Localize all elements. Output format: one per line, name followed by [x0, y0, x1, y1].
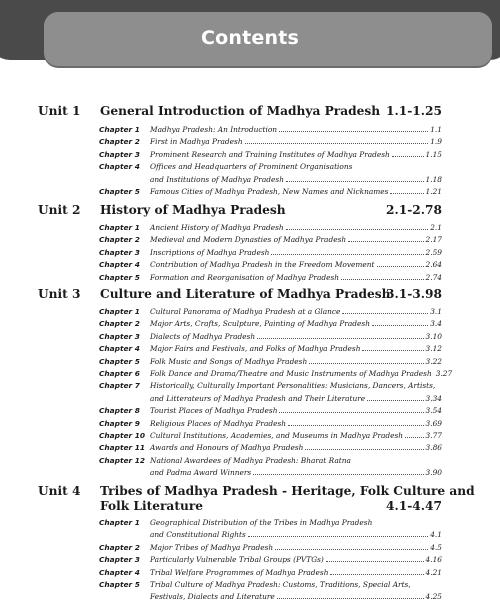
dot-leader — [372, 324, 428, 326]
chapter-entry[interactable] — [99, 467, 442, 479]
chapter-label: Chapter 4 — [99, 567, 140, 577]
chapter-page: 3.69 — [425, 418, 442, 428]
chapter-entry[interactable] — [99, 542, 442, 554]
chapter-label: Chapter 12 — [99, 455, 146, 465]
dot-leader — [245, 142, 429, 144]
chapter-page: 3.54 — [425, 406, 442, 416]
chapter-title: Historically, Culturally Important Personalities: Musicians, Dancers, Artists, — [150, 381, 436, 391]
chapter-label: Chapter 6 — [99, 369, 140, 378]
chapter-entry[interactable] — [99, 579, 442, 591]
chapter-title: Famous Cities of Madhya Pradesh, New Names and Nicknames — [150, 187, 389, 196]
chapter-title-row — [150, 331, 442, 343]
chapter-page: 3.77 — [425, 431, 442, 440]
chapter-title-row — [150, 259, 442, 271]
chapter-title: Festivals, Dialects and Literature — [150, 592, 275, 602]
dot-leader — [277, 597, 424, 599]
chapter-title-row — [150, 149, 442, 161]
chapter-title-row — [150, 343, 442, 355]
chapter-page: 2.17 — [425, 235, 442, 245]
chapter-title: Particularly Vulnerable Tribal Groups (PVTGs) — [150, 555, 324, 565]
chapter-title-row — [150, 517, 442, 529]
chapter-title-row — [150, 306, 442, 318]
chapter-label: Chapter 10 — [99, 431, 146, 440]
chapter-page: 4.16 — [425, 555, 442, 565]
chapter-entry[interactable] — [99, 247, 442, 259]
chapter-page: 4.5 — [430, 542, 442, 552]
chapter-entry[interactable] — [99, 442, 442, 454]
chapter-page: 4.25 — [425, 592, 442, 602]
dot-leader — [279, 411, 423, 413]
chapter-entry[interactable] — [99, 306, 442, 318]
chapter-entry[interactable] — [99, 331, 442, 343]
chapter-label: Chapter 5 — [99, 187, 140, 196]
dot-leader — [286, 180, 424, 182]
chapter-entry[interactable] — [99, 186, 442, 198]
chapter-title: and Institutions of Madhya Pradesh — [150, 174, 284, 184]
dot-leader — [341, 278, 424, 280]
chapter-entry[interactable] — [99, 567, 442, 579]
chapter-title-row — [150, 442, 442, 454]
chapter-title: Formation and Reorganisation of Madhya Pradesh — [150, 272, 340, 282]
chapter-label: Chapter 5 — [99, 272, 140, 282]
chapter-title-row — [150, 247, 442, 259]
chapter-title: and Constitutional Rights — [150, 530, 246, 540]
chapter-page: 2.74 — [425, 272, 442, 282]
dot-leader — [342, 312, 428, 314]
chapter-label: Chapter 4 — [99, 162, 140, 172]
unit-page-range: 2.1-2.78 — [386, 203, 442, 217]
chapter-label: Chapter 1 — [99, 223, 140, 232]
chapter-title-row — [150, 234, 442, 246]
dot-leader — [326, 560, 424, 562]
unit-heading — [38, 203, 442, 221]
chapter-entry[interactable] — [99, 529, 442, 541]
chapter-page: 4.1 — [430, 530, 442, 540]
chapter-page: 2.1 — [430, 223, 442, 232]
chapter-title: Dialects of Madhya Pradesh — [150, 331, 256, 341]
chapter-title-row — [150, 455, 442, 467]
chapter-title-row — [150, 161, 442, 173]
chapter-title-row — [150, 430, 442, 442]
chapter-page: 3.90 — [425, 468, 442, 478]
chapter-label: Chapter 4 — [99, 344, 140, 354]
chapter-title-row — [150, 405, 442, 417]
chapter-title: Major Tribes of Madhya Pradesh — [150, 542, 274, 552]
unit-title: Culture and Literature of Madhya Pradesh — [100, 287, 391, 301]
dot-leader — [367, 399, 423, 401]
chapter-entry[interactable] — [99, 343, 442, 355]
chapter-label: Chapter 5 — [99, 580, 140, 589]
chapter-label: Chapter 9 — [99, 418, 140, 428]
unit-number: Unit 4 — [38, 484, 81, 498]
chapter-entry[interactable] — [99, 318, 442, 330]
chapter-entry[interactable] — [99, 149, 442, 161]
chapter-title: and Padma Award Winners — [150, 468, 252, 478]
chapter-entry[interactable] — [99, 161, 442, 173]
chapter-title-row — [150, 418, 442, 430]
chapter-title: Madhya Pradesh: An Introduction — [150, 125, 278, 134]
chapter-entry[interactable] — [99, 455, 442, 467]
chapter-title: Major Arts, Crafts, Sculpture, Painting of Madhya Pradesh — [150, 319, 370, 329]
chapter-page: 3.4 — [430, 319, 442, 329]
dot-leader — [377, 265, 424, 267]
chapter-title-row — [150, 467, 442, 479]
chapter-entry[interactable] — [99, 591, 442, 603]
dot-leader — [286, 228, 429, 230]
unit-page-range: 3.1-3.98 — [386, 287, 442, 301]
unit-page-range: 4.1-4.47 — [386, 499, 442, 513]
dot-leader — [305, 448, 423, 450]
unit-title: History of Madhya Pradesh — [100, 203, 286, 217]
chapter-entry[interactable] — [99, 234, 442, 246]
page-title: Contents — [200, 27, 299, 49]
chapter-title: First in Madhya Pradesh — [150, 137, 243, 147]
chapter-label: Chapter 2 — [99, 542, 140, 552]
chapter-page: 3.86 — [425, 443, 442, 453]
chapter-label: Chapter 3 — [99, 555, 140, 565]
chapter-page: 1.18 — [425, 174, 442, 184]
chapter-title: Cultural Panorama of Madhya Pradesh at a Glance — [150, 307, 341, 316]
dot-leader — [257, 337, 423, 339]
chapter-label: Chapter 7 — [99, 381, 140, 391]
chapter-label: Chapter 1 — [99, 125, 140, 134]
chapter-title: Folk Dance and Drama/Theatre and Music Instruments of Madhya Pradesh — [150, 369, 432, 378]
chapter-title-row — [150, 591, 442, 603]
chapter-label: Chapter 2 — [99, 319, 140, 329]
unit-number: Unit 1 — [38, 104, 81, 118]
chapter-page: 1.21 — [425, 187, 442, 196]
chapter-title-row — [150, 529, 442, 541]
chapter-page: 3.34 — [425, 393, 442, 403]
chapter-entry[interactable] — [99, 517, 442, 529]
chapter-title-row — [150, 542, 442, 554]
chapter-label: Chapter 2 — [99, 137, 140, 147]
chapter-title-row — [150, 393, 442, 405]
chapter-title: Tribal Culture of Madhya Pradesh: Customs, Traditions, Special Arts, — [150, 580, 411, 589]
chapter-title-row — [150, 272, 442, 284]
chapter-title: Geographical Distribution of the Tribes in Madhya Pradesh — [150, 518, 373, 527]
chapter-title: Inscriptions of Madhya Pradesh — [150, 247, 270, 257]
chapter-label: Chapter 2 — [99, 235, 140, 245]
chapter-title-row — [150, 368, 453, 380]
dot-leader — [275, 548, 428, 550]
unit-number: Unit 3 — [38, 287, 81, 301]
chapter-label: Chapter 3 — [99, 247, 140, 257]
chapter-entry[interactable] — [99, 393, 442, 405]
chapter-title: and Litterateurs of Madhya Pradesh and Their Literature — [150, 393, 366, 403]
chapter-title-row — [150, 356, 442, 368]
chapter-page: 2.64 — [425, 260, 442, 270]
unit-title: General Introduction of Madhya Pradesh — [100, 104, 381, 118]
dot-leader — [253, 473, 423, 475]
chapter-title-row — [150, 567, 442, 579]
chapter-title: Tourist Places of Madhya Pradesh — [150, 406, 278, 416]
chapter-title: Cultural Institutions, Academies, and Museums in Madhya Pradesh — [150, 431, 404, 440]
chapter-title: Prominent Research and Training Institutes of Madhya Pradesh — [150, 149, 390, 159]
chapter-title-row — [150, 222, 442, 234]
chapter-page: 3.10 — [425, 331, 442, 341]
chapter-entry[interactable] — [99, 356, 442, 368]
chapter-page: 4.21 — [425, 567, 442, 577]
dot-leader — [279, 130, 428, 132]
chapter-page: 3.12 — [425, 344, 442, 354]
chapter-entry[interactable] — [99, 368, 453, 380]
chapter-entry[interactable] — [99, 380, 442, 392]
chapter-title: Major Fairs and Festivals, and Folks of Madhya Pradesh — [150, 344, 361, 354]
unit-number: Unit 2 — [38, 203, 81, 217]
chapter-title: Medieval and Modern Dynasties of Madhya Pradesh — [150, 235, 347, 245]
dot-leader — [390, 192, 423, 194]
unit-title-line2: Folk Literature — [100, 499, 203, 513]
chapter-label: Chapter 8 — [99, 406, 140, 416]
chapter-page: 3.22 — [425, 356, 442, 366]
chapter-page: 3.1 — [430, 307, 442, 316]
chapter-title-row — [150, 554, 442, 566]
chapter-page: 3.27 — [435, 369, 453, 378]
dot-leader — [271, 253, 423, 255]
unit-title: Tribes of Madhya Pradesh - Heritage, Folk Culture and — [100, 484, 475, 498]
dot-leader — [330, 573, 423, 575]
chapter-entry[interactable] — [99, 430, 442, 442]
chapter-title-row — [150, 124, 442, 136]
unit-heading — [38, 287, 442, 305]
chapter-entry[interactable] — [99, 124, 442, 136]
chapter-page: 1.15 — [425, 149, 442, 159]
chapter-title: Offices and Headquarters of Prominent Organisations — [150, 162, 353, 172]
chapter-entry[interactable] — [99, 418, 442, 430]
chapter-title-row — [150, 186, 442, 198]
dot-leader — [309, 362, 423, 364]
chapter-title-row — [150, 174, 442, 186]
chapter-entry[interactable] — [99, 554, 442, 566]
chapter-label: Chapter 1 — [99, 307, 140, 316]
chapter-title: Folk Music and Songs of Madhya Pradesh — [150, 356, 308, 366]
chapter-title-row — [150, 579, 442, 591]
chapter-label: Chapter 3 — [99, 149, 140, 159]
dot-leader — [248, 535, 428, 537]
chapter-label: Chapter 5 — [99, 356, 140, 366]
chapter-title: Religious Places of Madhya Pradesh — [150, 418, 287, 428]
dot-leader — [362, 349, 423, 351]
chapter-label: Chapter 1 — [99, 518, 140, 527]
chapter-title: Tribal Welfare Programmes of Madhya Pradesh — [150, 567, 329, 577]
unit-heading — [38, 104, 442, 122]
chapter-entry[interactable] — [99, 222, 442, 234]
unit-heading — [38, 484, 475, 502]
chapter-label: Chapter 4 — [99, 260, 140, 270]
chapter-label: Chapter 3 — [99, 331, 140, 341]
dot-leader — [405, 436, 423, 438]
chapter-entry[interactable] — [99, 259, 442, 271]
chapter-title: Awards and Honours of Madhya Pradesh — [150, 443, 304, 453]
chapter-title-row — [150, 318, 442, 330]
chapter-page: 1.1 — [430, 125, 442, 134]
chapter-entry[interactable] — [99, 405, 442, 417]
chapter-entry[interactable] — [99, 136, 442, 148]
chapter-entry[interactable] — [99, 272, 442, 284]
dot-leader — [288, 424, 424, 426]
dot-leader — [348, 240, 423, 242]
chapter-title-row — [150, 380, 442, 392]
chapter-title: Contribution of Madhya Pradesh in the Freedom Movement — [150, 260, 375, 270]
dot-leader — [392, 155, 424, 157]
chapter-title: National Awardees of Madhya Pradesh: Bharat Ratna — [150, 455, 351, 465]
unit-page-range: 1.1-1.25 — [386, 104, 442, 118]
chapter-title-row — [150, 136, 442, 148]
chapter-label: Chapter 11 — [99, 443, 146, 453]
chapter-title: Ancient History of Madhya Pradesh — [150, 223, 284, 232]
chapter-page: 1.9 — [430, 137, 442, 147]
chapter-page: 2.59 — [425, 247, 442, 257]
chapter-entry[interactable] — [99, 174, 442, 186]
